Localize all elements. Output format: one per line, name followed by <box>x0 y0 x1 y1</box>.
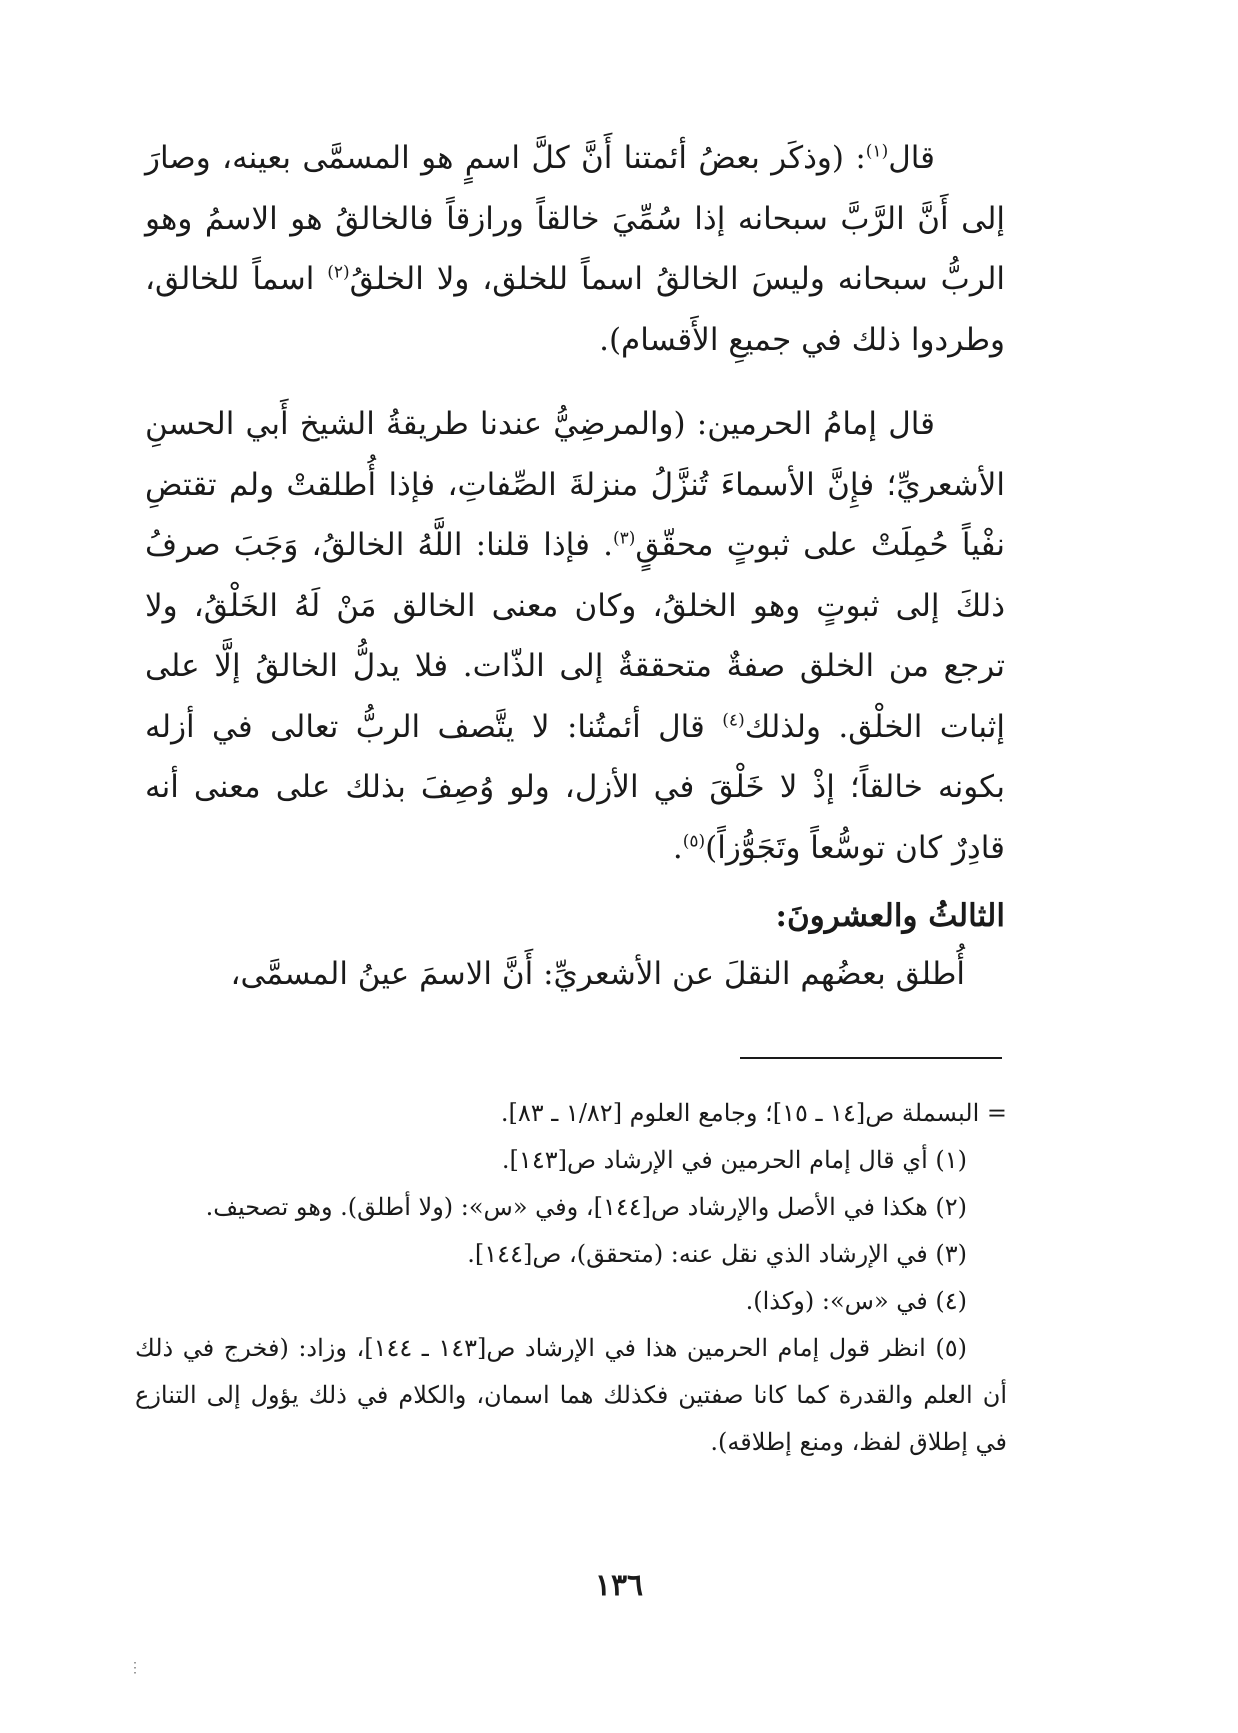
section-heading: الثالثُ والعشرونَ: <box>775 898 1005 934</box>
footnote-ref-1: (١) <box>865 141 889 162</box>
footnotes <box>135 1090 1007 1466</box>
footnote-ref-5: (٥) <box>682 831 706 852</box>
footnote-3: (٣) في الإرشاد الذي نقل عنه: (متحقق)، ص[١٤٤]. <box>467 1240 967 1268</box>
paragraph-2-text-c: قال أئمتُنا: لا يتَّصف الربُّ تعالى في أزله بكونه خالقاً؛ إذْ لا خَلْقَ في الأزل، ولو وُصِفَ بذلك على معنى أنه قادِرٌ كان توسُّعاً وتَجَوُّزاً) <box>145 708 1005 866</box>
paragraph-3: أُطلق بعضُهم النقلَ عن الأشعريِّ: أَنَّ الاسمَ عينُ المسمَّى، <box>230 956 965 992</box>
paragraph-2-text-b: . فإذا قلنا: اللَّهُ الخالقُ، وَجَبَ صرفُ ذلكَ إلى ثبوتٍ وهو الخلقُ، وكان معنى الخالق مَنْ لَهُ الخَلْقُ، ولا ترجع من الخلق صفةٌ متحققةٌ إلى الذّات. فلا يدلُّ الخالقُ إلَّا على إثبات الخلْق. ولذلك <box>145 527 1006 745</box>
footnote-ref-2: (٢) <box>327 262 350 283</box>
footnote-ref-4: (٤) <box>722 710 745 731</box>
paragraph-2 <box>145 394 1005 878</box>
paragraph-2-text-d: . <box>672 829 683 866</box>
paragraph-1-text-a: قال <box>888 140 935 176</box>
paragraph-2-text-a: قال إمامُ الحرمين: (والمرضِيُّ عندنا طريقةُ الشيخ أَبي الحسنِ الأشعريِّ؛ فإِنَّ الأسماءَ تُنزَّلُ منزلةَ الصِّفاتِ، فإذا أُطلقتْ ولم تقتضِ نفْياً حُمِلَتْ على ثبوتٍ محقّقٍ <box>145 406 1005 563</box>
margin-speck: ⋮ <box>128 1660 142 1676</box>
paragraph-1-text-c: اسماً للخالق، وطردوا ذلك في جميعِ الأَقسام). <box>145 261 1005 358</box>
paragraph-gap <box>145 370 1005 394</box>
footnote-1: (١) أي قال إمام الحرمين في الإرشاد ص[١٤٣]. <box>501 1146 967 1174</box>
footnote-ref-3: (٣) <box>612 528 636 549</box>
paragraph-1-text-b: : (وذكَر بعضُ أئمتنا أَنَّ كلَّ اسمٍ هو المسمَّى بعينه، وصارَ إلى أَنَّ الرَّبَّ سبحانه إذا سُمِّيَ خالقاً ورازقاً فالخالقُ هو الاسمُ وهو الربُّ سبحانه وليسَ الخالقُ اسماً للخلق، ولا الخلقُ <box>145 140 1006 297</box>
footnote-2: (٢) هكذا في الأصل والإرشاد ص[١٤٤]، وفي «س»: (ولا أطلق). وهو تصحيف. <box>205 1193 967 1221</box>
main-text <box>145 128 1005 1005</box>
footnote-4: (٤) في «س»: (وكذا). <box>745 1287 967 1315</box>
footnote-5: (٥) انظر قول إمام الحرمين هذا في الإرشاد ص[١٤٣ ـ ١٤٤]، وزاد: (فخرج في ذلك أن العلم والقدرة كما كانا صفتين فكذلك هما اسمان، والكلام في ذلك يؤول إلى التنازع في إطلاق لفظ، ومنع إطلاقه). <box>135 1334 1007 1456</box>
paragraph-1 <box>145 128 1005 370</box>
page-number: ١٣٦ <box>594 1568 644 1603</box>
footnote-continued: = البسملة ص[١٤ ـ ١٥]؛ وجامع العلوم [١/٨٢ ـ ٨٣]. <box>500 1099 1007 1127</box>
footnote-separator <box>740 1057 1002 1059</box>
